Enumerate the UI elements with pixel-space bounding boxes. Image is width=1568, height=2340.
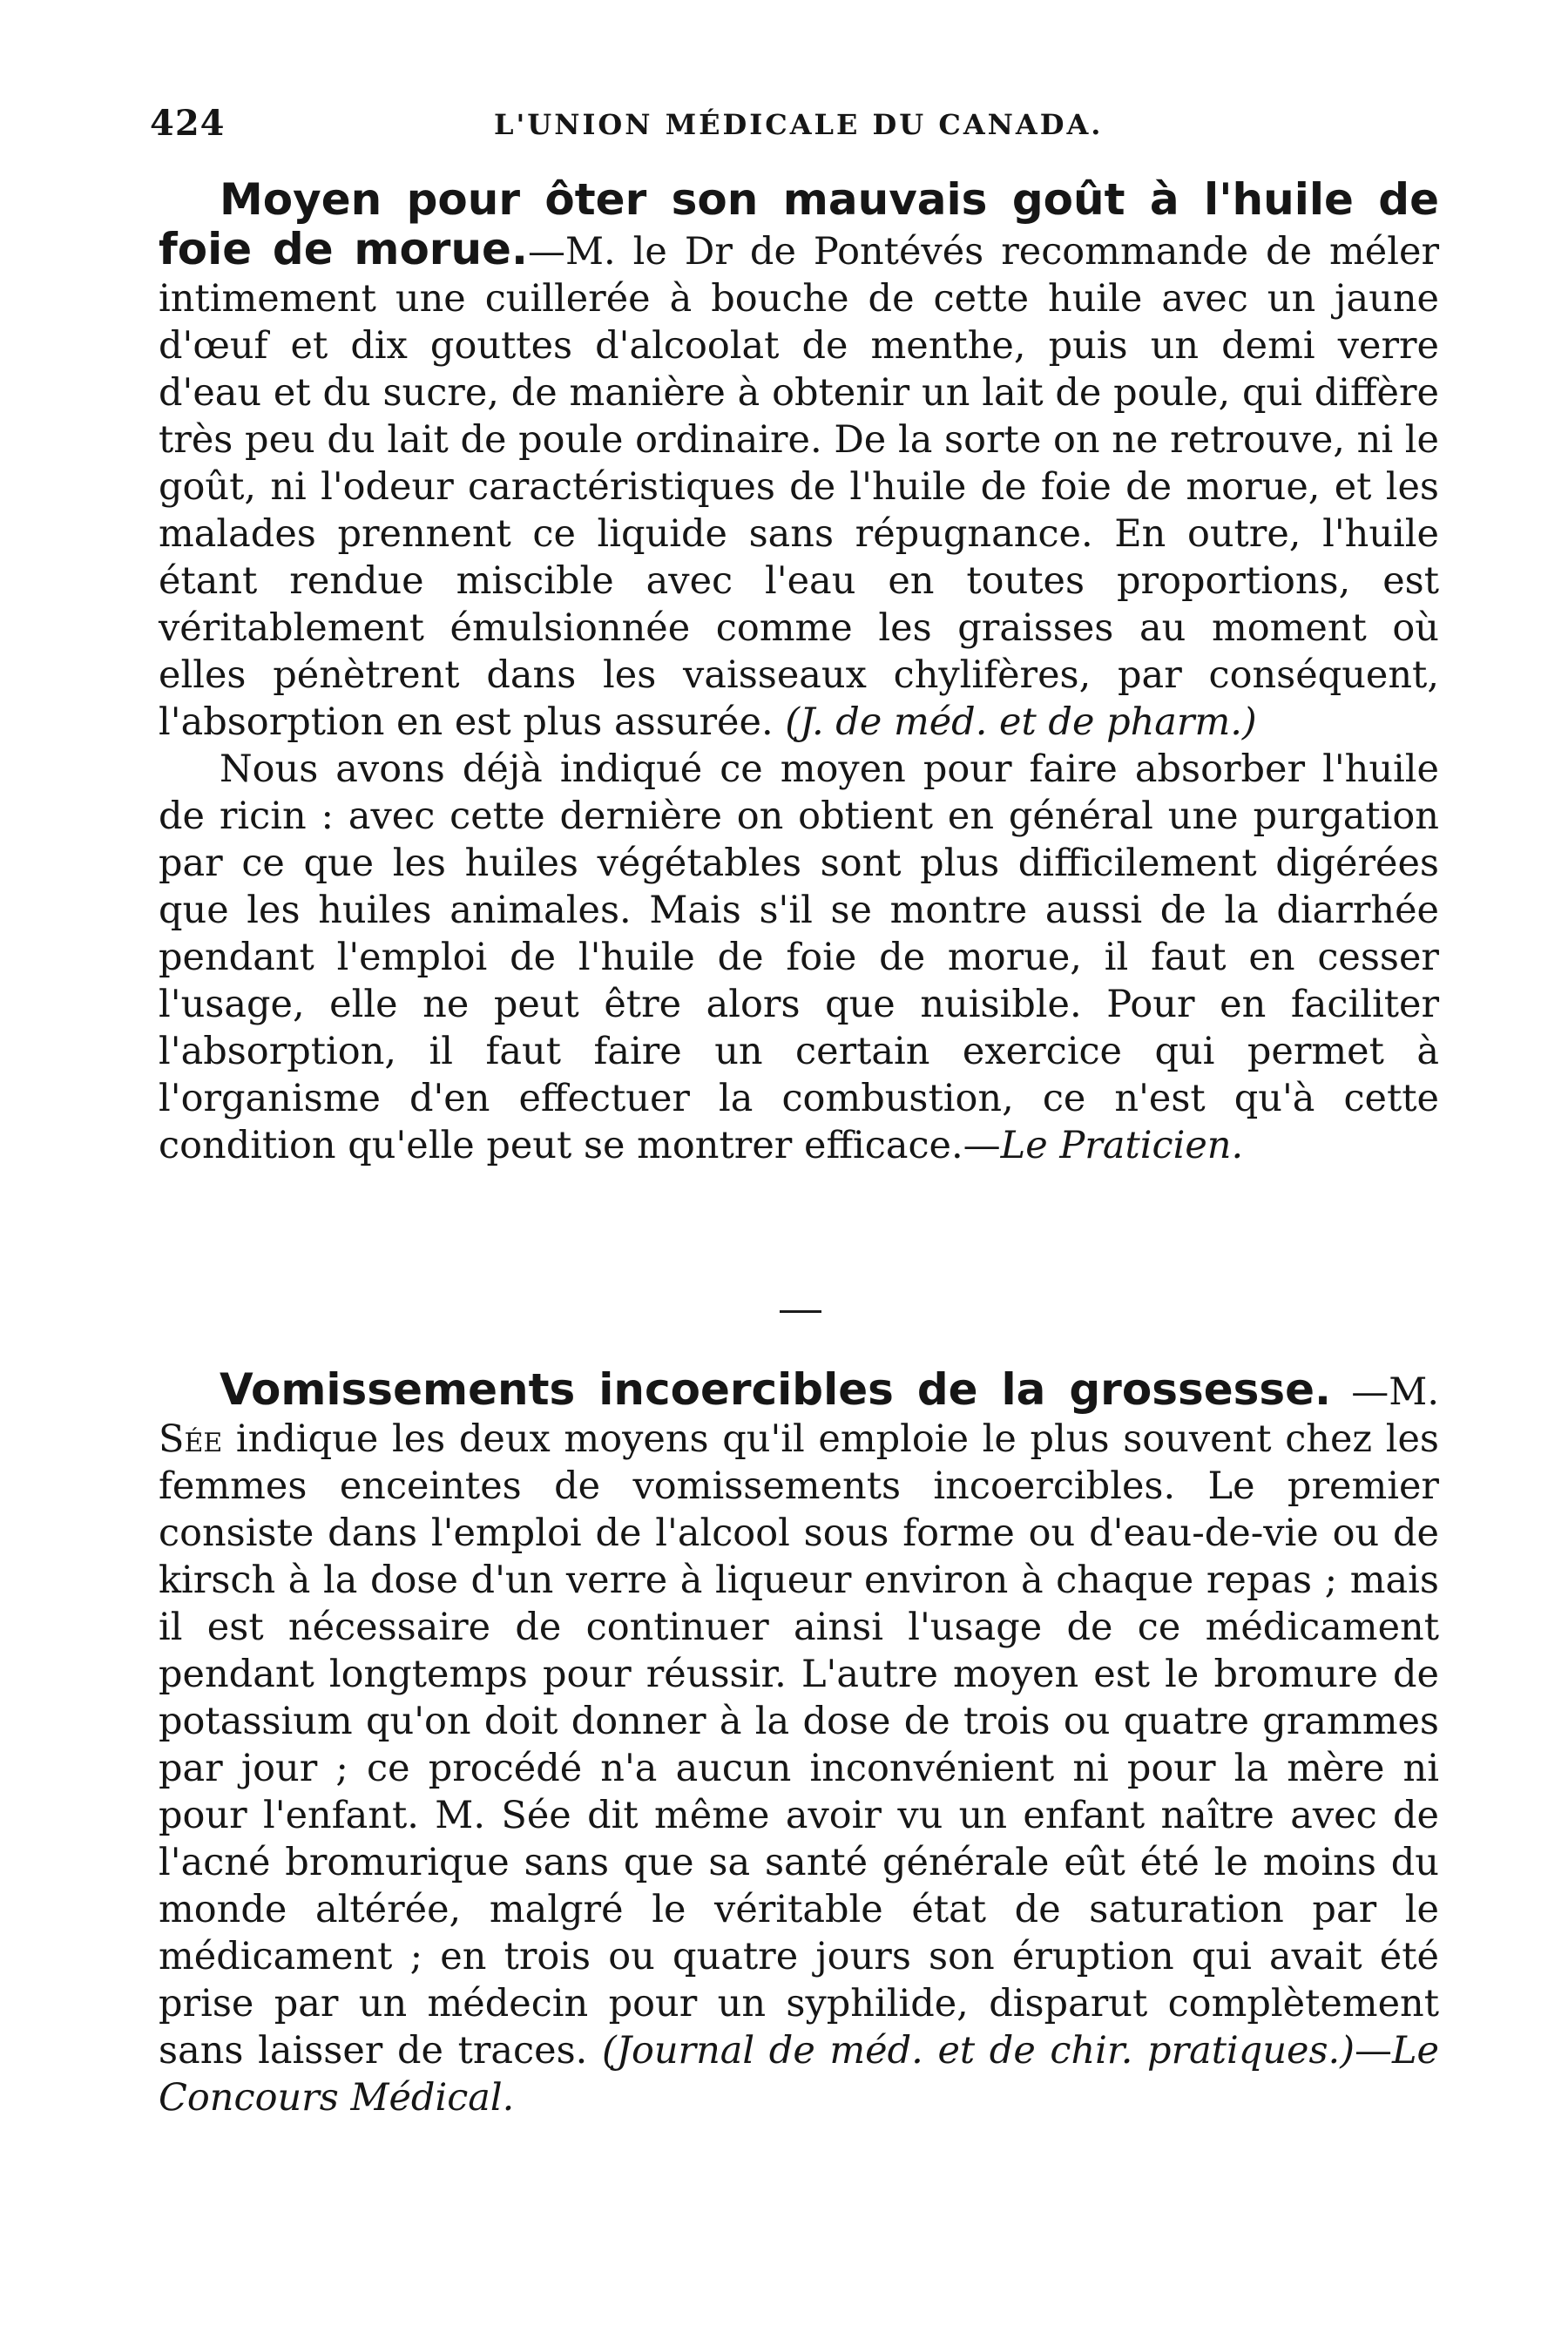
article1-paragraph-2 [159, 746, 1439, 1169]
article2-paragraph-1 [159, 1366, 1439, 2121]
article2-source: Le Concours Médical. [159, 2029, 1439, 2120]
page-number: 424 [150, 103, 226, 144]
article2-lead-text: indique les deux moyens qu'il emploie le plus souvent chez les femmes enceintes de vomissements incoercibles. Le premier consiste dans l'emploi de l'alcool sous forme ou d'eau-de-vie ou de kirsch à la dose d'un verre à liqueur environ à chaque repas ; mais il est nécessaire de continuer ainsi l'usage de ce médicament pendant longtemps pour réussir. L'autre moyen est le bromure de potassium qu'on doit donner à la dose de trois ou quatre grammes par jour ; ce procédé n'a aucun inconvénient ni pour la mère ni pour l'enfant. M. Sée dit même avoir vu un enfant naître avec de l'acné bromurique sans que sa santé générale eût été le moins du monde altérée, malgré le véritable état de saturation par le médicament ; en trois ou quatre jours son éruption qui avait été prise par un médecin pour un syphilide, disparut complètement sans laisser de traces. [159, 1417, 1439, 2073]
section-divider [780, 1310, 821, 1313]
page-header [150, 103, 1448, 155]
article1-para2-text: Nous avons déjà indiqué ce moyen pour faire absorber l'huile de ricin : avec cette dernière on obtient en général une purgation par ce que les huiles végétables sont plus difficilement digérées que les huiles animales. Mais s'il se montre aussi de la diarrhée pendant l'emploi de l'huile de foie de morue, il faut en cesser l'usage, elle ne peut être alors que nuisible. Pour en faciliter l'absorption, il faut faire un certain exercice qui permet à l'organisme d'en effectuer la combustion, ce n'est qu'à cette condition qu'elle peut se montrer efficace.— [159, 747, 1439, 1167]
article2-lead-prefix: —M. [1331, 1370, 1439, 1414]
article2-author: Sée [159, 1417, 223, 1461]
running-head: L'UNION MÉDICALE DU CANADA. [494, 108, 1104, 141]
article1-citation: (J. de méd. et de pharm.) [785, 700, 1257, 744]
article2-title: Vomissements incoercibles de la grossesse. [220, 1364, 1332, 1415]
article2-dash: — [1354, 2029, 1392, 2073]
article-pregnancy-vomiting [159, 1366, 1439, 2121]
article2-citation: (Journal de méd. et de chir. pratiques.) [601, 2029, 1355, 2073]
article1-source: Le Praticien. [1000, 1124, 1244, 1167]
article-cod-liver-oil [159, 176, 1439, 1169]
article1-title: Moyen pour ôter son mauvais goût à l'huile de foie de morue. [159, 174, 1439, 274]
article1-paragraph-1 [159, 176, 1439, 746]
article1-lead-text: —M. le Dr de Pontévés recommande de méler intimement une cuillerée à bouche de cette huile avec un jaune d'œuf et dix gouttes d'alcoolat de menthe, puis un demi verre d'eau et du sucre, de manière à obtenir un lait de poule, qui diffère très peu du lait de poule ordinaire. De la sorte on ne retrouve, ni le goût, ni l'odeur caractéristiques de l'huile de foie de morue, et les malades prennent ce liquide sans répugnance. En outre, l'huile étant rendue miscible avec l'eau en toutes proportions, est véritablement émulsionnée comme les graisses au moment où elles pénètrent dans les vaisseaux chylifères, par conséquent, l'absorption en est plus assurée. [159, 230, 1439, 744]
